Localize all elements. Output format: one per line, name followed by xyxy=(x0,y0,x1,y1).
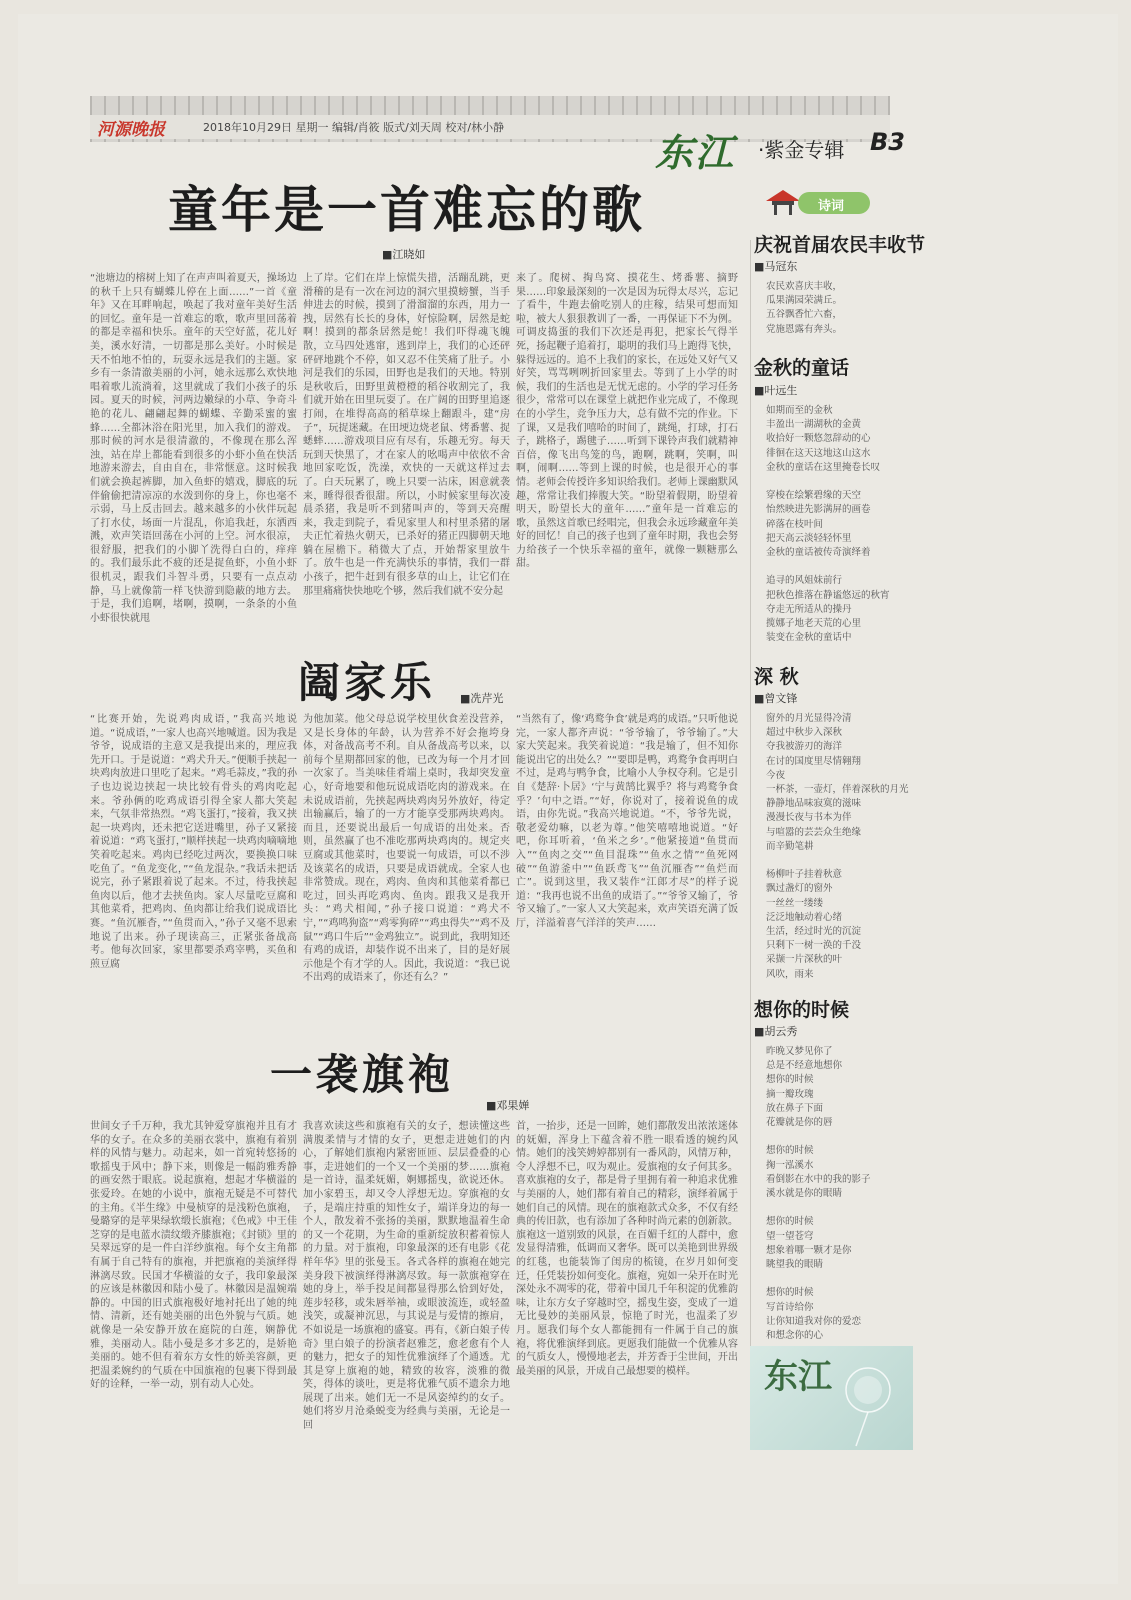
article-column: 来了。爬树、掏鸟窝、摸花生、烤番薯、摘野果……印象最深刻的一次是因为玩得太尽兴，忘记了看牛，牛跑去偷吃别人的庄稼，结果可想而知啦，被大人狠狠教训了一番，一再保证下不为例。可调皮捣蛋的我们下次还是再犯，把家长气得半死，扬起鞭子追着打，聪明的我们马上跑得飞快，躲得远远的。追不上我们的家长，在远处又好气又好笑，骂骂咧咧折回家里去。等到了上小学的时候，我们的生活也是无忧无虑的。小学的学习任务很少，常常可以在课堂上就把作业完成了，不像现在的小学生，竞争压力大，总有做不完的作业。下了课，又是我们嘻哈的时间了，跳绳，打球，打石子，跳格子，踢毽子……听到下课铃声我们就精神百倍，像飞出鸟笼的鸟，跑啊，跳啊，笑啊，叫啊，闹啊……等到上课的时候，也是很开心的事情。老师会传授许多知识给我们。老师上课幽默风趣，常常让我们捧腹大笑。“盼望着假期，盼望着明天，盼望长大的童年……”童年是一首难忘的歌，虽然这首歌已经唱完，但我会永远珍藏童年美好的回忆！自己的孩子也到了童年时期，我也会努力给孩子一个快乐幸福的童年，就像一颗糖那么甜。 xyxy=(516,273,738,570)
section-name: 东江 xyxy=(655,131,736,175)
article-column: “池塘边的榕树上知了在声声叫着夏天，操场边的秋千上只有蝴蝶儿停在上面……”一首《童年》又在耳畔响起，唤起了我对童年美好生活的回忆。童年是一首难忘的歌，歌声里回荡着的都是幸福和快乐。童年的天空好蓝，花儿好美，溪水好清，一切都是那么美好。小时候是天不怕地不怕的，玩耍永远是我们的主题。家乡有一条清澈美丽的小河，她永远那么欢快地唱着歌儿流淌着，这里就成了我们小孩子的乐园。夏天的时候，河两边嫩绿的小草、争奇斗艳的花儿、翩翩起舞的蝴蝶、辛勤采蜜的蜜蜂……全都沐浴在阳光里，加入我们的游戏。那时候的河水是很清澈的，不像现在那么浑浊，站在岸上都能看到很多的小虾小鱼在快活地游来游去，自由自在，非常惬意。这时候我们就会换起裤脚，加入鱼虾的嬉戏，脚底的玩伴偷偷把清凉凉的水泼到你的身上，你也毫不示弱，马上反击回去。越来越多的小伙伴玩起了打水仗，场面一片混乱，你追我赶，东洒西溅，欢声笑语回荡在小河的上空。河水很凉，很舒服，把我们的小脚丫洗得白白的，痒痒的。我们最乐此不疲的还是捉鱼虾，小鱼小虾很机灵，跟我们斗智斗勇，只要有一点点动静，马上就像箭一样飞快游到隐蔽的地方去。于是，我们追啊，堵啊，摸啊，一条条的小鱼小虾很快就甩 xyxy=(90,273,297,624)
article-column: “比赛开始，先说鸡肉成语，”我高兴地说道。“说成语，”一家人也高兴地喊道。因为我是爷爷，说成语的主意又是我提出来的，理应我先开口。于是说道：“鸡犬升天。”便顺手挟起一块鸡肉放进口里吃了起来。“鸡毛蒜皮，”我的孙子也边说边挟起一块比较有骨头的鸡肉吃起来。爷孙俩的吃鸡成语引得全家人都大笑起来，气氛非常热烈。“鸡飞蛋打，”接着，我又挟起一块鸡肉，还未把它送进嘴里，孙子又紧接着说道：“鸡飞蛋打，”顺样挟起一块鸡肉嘀嘀地笑着吃起来。鸡肉已经吃过两次，要换换口味吃鱼了。“鱼龙变化，”“鱼龙混杂。”我话未把话说完，孙子紧跟着说了起来。不过，待我挟起鱼肉以后，他才去挟鱼肉。家人尽量吃豆腐和其他菜肴，把鸡肉、鱼肉都让给我们说成语比赛。“鱼沉雁杳，”“鱼贯而入，”孙子又毫不思索地说了出来。孙子现读高三，正紧张备战高考。他每次回家，家里都要杀鸡宰鸭，买鱼和煎豆腐 xyxy=(90,714,297,970)
poem-author: ■马冠东 xyxy=(754,260,798,273)
poem-body: 窗外的月光显得冷清 超过中秋步入深秋 夺我被游刃的海洋 在讨的国度里尽情翱翔 今夜 一杯茶，一壶灯，伴着深秋的月光 静静地品味寂寞的滋味 漫漫长夜与书本为伴 与喧嚣的芸芸众生绝缘 而辛勤笔耕 杨柳叶子挂着秋意 飘过盏灯的窗外 一丝丝一缕缕 泛泛地触动着心绪 生活，经过时光的沉淀 只剩下一树一涣的千没 采撷一片深秋的叶 风吹，雨来 xyxy=(766,713,909,980)
article-column: “当然有了，像‘鸡鹜争食’就是鸡的成语。”只听他说完，一家人都齐声说：“爷爷输了，爷爷输了。”大家大笑起来。我笑着说道：“我是输了，但不知你能说出它的出处么？”“要即是鸭，鸡鹜争食再明白不过，是鸡与鸭争食，比喻小人争权夺利。它是引自《楚辞·卜居》‘宁与黄鹄比翼乎？将与鸡鹜争食乎？’句中之语。”“好，你说对了，接着说鱼的成语，由你先说。”我高兴地说道。“不，爷爷先说，敬老爱幼嘛，以老为尊。”他笑嘻嘻地说道。“好吧，你耳听着，‘鱼米之乡’。”他紧接道“鱼贯而入”“鱼肉之交”“鱼目混珠”“鱼水之情”“鱼死网破”“鱼游釜中”“鱼跃鸢飞”“鱼沉雁杳”“鱼烂而亡”。说到这里，我又装作“江郎才尽”的样子说道：“我再也说不出鱼的成语了。”“爷爷又输了，爷爷又输了。”一家人又大笑起来，欢声笑语充满了饭厅，洋溢着喜气洋洋的笑声…… xyxy=(516,714,738,929)
dandelion-icon xyxy=(750,1346,913,1450)
article-column: 上了岸。它们在岸上惊慌失措，活蹦乱跳，更滑稽的是有一次在河边的洞穴里摸螃蟹，当手伸进去的时候，摸到了滑溜溜的东西，用力一拽，居然有长长的身体，好惊险啊，居然是蛇啊！摸到的都条居然是蛇！我们吓得魂飞魄散，立马四处逃窜，逃到岸上，我们的心还砰砰砰地跳个不停，如又忍不住笑痛了肚子。小河是我们的乐园，田野也是我们的天地。特别是秋收后，田野里黄橙橙的稻谷收割完了，我们就开始在田里玩耍了。在广阔的田野里追逐打闹，在堆得高高的稻草垛上翻跟斗，建“房子”，玩捉迷藏。在田埂边烧老鼠、烤番薯、捉蟋蟀……游戏项目应有尽有，乐趣无穷。每天玩到天快黑了，才在家人的吆喝声中依依不舍地回家吃饭，洗澡，欢快的一天就这样过去了。白天玩累了，晚上只要一沾床，困意就袭来，睡得很香很甜。所以，小时候家里每次凌晨杀猪，我是听不到猪叫声的，等到天亮醒来，我走到院子，看见家里人和村里杀猪的屠夫正忙着热火朝天，已杀好的猪正四脚朝天地躺在屋檐下。稍微大了点，开始帮家里放牛了。放牛也是一件充满快乐的事情，我们一群小孩子，把牛赶到有很多草的山上，让它们在那里痛痛快快地吃个够，然后我们就不安分起 xyxy=(303,273,510,597)
poem-title: 金秋的童话 xyxy=(754,357,850,379)
article-title-qipao: 一袭旗袍 xyxy=(270,1050,455,1099)
poem-body: 如期而至的金秋 丰盈出一湖湖秋的金黄 收拾好一颗悠忽辞动的心 徘徊在这天这地这山这水 金秋的童话在这里掩卷长叹 穿梭在绘繁碧缘的天空 怡然映进先影满屏的画卷 碎落在枝叶间 把天高云淡轻轻怀里 金秋的童话被传奇演绎着 追寻的风姐妹前行 把秋色推落在静谧悠远的秋宵 夺走无所适从的操丹 揽娜子地老天荒的心里 装变在金秋的童话中 xyxy=(766,405,890,644)
page-number: B3 xyxy=(870,128,905,156)
dateline: 2018年10月29日 星期一 编辑/肖筱 版式/刘天周 校对/林小静 xyxy=(203,121,505,134)
poem-title: 庆祝首届农民丰收节 xyxy=(754,234,926,256)
poem-title: 深 秋 xyxy=(754,666,799,688)
article-column: 为他加菜。他父母总说学校里伙食差没营养，又是长身体的年龄，认为营养不好会拖垮身体，对备战高考不利。自从备战高考以来，以前每个星期都回家的他，已改为每一个月才回一次家了。当美味佳肴端上桌时，我却突发童心，好奇地要和他玩说成语吃肉的游戏来。在未说成语前，先挟起两块鸡肉另外放好，待定出输赢后，输了的一方才能享受那两块鸡肉。而且，还要说出最后一句成语的出处来。否则，虽然赢了也不准吃那两块鸡肉的。规定夹豆腐或其他菜时，也要说一句成语，可以不涉及该菜名的成语，只要是成语就成。全家人也非常赞成。现在，鸡肉、鱼肉和其他菜肴都已吃过，回头再吃鸡肉、鱼肉。跟我又是我开头：“鸡犬相闻，”孙子接口说道：“鸡犬不宁，”“鸡鸣狗盗”“鸡零狗碎”“鸡虫得失”“鸡不及鼠”“鸡口牛后”“金鸡独立”。说到此，我明知还有鸡的成语，却装作说不出来了，目的是好展示他是个有才学的人。因此，我说道：“我已说不出鸡的成语来了，你还有么？” xyxy=(303,714,510,984)
article-column: 世间女子千万种，我尤其钟爱穿旗袍并且有才华的女子。在众多的美丽衣裳中，旗袍有着别样的风情与魅力。动起来，如一首宛转悠扬的歌摇曳于风中；静下来，则像是一幅韵雅秀静的画安然于眼底。说起旗袍，想起才华横溢的张爱玲。在她的小说中，旗袍无疑是不可替代的主角。《半生缘》中曼桢穿的是浅粉色旗袍，曼璐穿的是苹果绿软缎长旗袍；《色戒》中王佳芝穿的是电蓝水渍纹缎齐膝旗袍；《封锁》里的吴翠远穿的是一件白洋纱旗袍。每个女主角都有属于自己特有的旗袍，并把旗袍的美演绎得淋漓尽致。民国才华横溢的女子，我印象最深的应该是林徽因和陆小曼了。林徽因是温婉端静的。中国的旧式旗袍极好地衬托出了她的纯情、清新，还有她美丽的出色外貌与气质。她就像是一朵安静开放在庭院的白莲，娴静优雅，美丽动人。陆小曼是多才多艺的，是娇艳美丽的。她不但有着东方女性的娇美容颜，更把温柔婉约的气质在中国旗袍的包裹下得到最好的诠释，一举一动，别有动人心处。 xyxy=(90,1121,297,1391)
poems-section-badge xyxy=(760,185,890,221)
art-calligraphy: 东江 xyxy=(764,1357,832,1397)
poem-body: 农民欢喜庆丰收， 瓜果满园荣满丘。 五谷飘香忙六畜， 党施恩露有奔头。 xyxy=(766,281,843,335)
poem-author: ■胡云秀 xyxy=(754,1025,798,1038)
article-column: 我喜欢读这些和旗袍有关的女子，想读懂这些满腹柔情与才情的女子，更想走进她们的内心，了解她们旗袍内紧密匝匝、层层叠叠的心事，走进她们的一个又一个美丽的梦……旗袍是一首诗，温柔妩媚，婀娜摇曳，欲说还休。加小家碧玉，却又令人浮想无边。穿旗袍的女子，是端庄持重的知性女子，端详身边的每一个人，散发着不张扬的美丽，默默地温着生命的又一个花期，为生命的重新绽放积蓄着惊人的力量。对于旗袍，印象最深的还有电影《花样年华》里的张曼玉。各式各样的旗袍在她完美身段下被演绎得淋漓尽致。每一款旗袍穿在她的身上，举手投足间都显得那么恰到好处，莲步轻移，或朱唇举袖，或眼波流连，或轻盈浅笑，或凝神沉思，与其说是与爱情的擦肩，不如说是一场旗袍的盛宴。再有，《新白娘子传奇》里白娘子的扮演者赵雅芝，愈老愈有个人的魅力，把女子的知性优雅演绎了个通透。尤其是穿上旗袍的她，精致的妆容，淡雅的微笑，得体的谈吐，更是将优雅气质不遗余力地展现了出来。她们无一不是风姿绰约的女子。她们将岁月沧桑蜕变为经典与美丽，无论是一回 xyxy=(303,1121,510,1432)
article-column: 首，一抬步，还是一回眸，她们都散发出浓浓迷体的妩媚，浑身上下蕴含着不胜一眼看透的婉约风情。她们的浅笑娉婷都别有一番风韵，风情万种，令人浮想不已，叹为观止。爱旗袍的女子何其多。喜欢旗袍的女子，都是骨子里拥有着一种追求优雅与美丽的人，她们都有着自己的精彩，演绎着属于她们自己的风情。现在的旗袍款式众多，不仅有经典的传旧款，也有添加了各种时尚元素的创新款。旗袍这一道别致的风景，在百媚千红的人群中，愈发显得清雅，低调而又奢华。既可以美艳到世界级的红毯，也能装饰了闺房的梳镜，在岁月如何变迁，任凭装扮如何变化。旗袍，宛如一朵开在时光深处永不凋零的花，带着中国几千年积淀的优雅韵味，让东方女子穿越时空，摇曳生姿，变成了一道无比曼妙的美丽风景，惊艳了时光，也温柔了岁月。愿我们每个女人都能拥有一件属于自己的旗袍，将优雅演绎到底。更愿我们能做一个优雅从容的气质女人，慢慢地老去，并芳香于尘世间，开出最美丽的风景，开成自己最想要的模样。 xyxy=(516,1121,738,1377)
dandelion-artwork xyxy=(750,1346,913,1450)
section-subtitle: ·紫金专辑 xyxy=(758,138,845,162)
article-author: ■邓果婵 xyxy=(486,1099,530,1112)
article-title-family: 阖家乐 xyxy=(298,658,437,707)
article-author: ■冼芹光 xyxy=(460,692,504,705)
poem-author: ■叶远生 xyxy=(754,384,798,397)
pavilion-icon xyxy=(764,187,802,217)
poem-title: 想你的时候 xyxy=(754,999,850,1021)
poems-label: 诗词 xyxy=(818,199,845,214)
newspaper-logo: 河源晚报 xyxy=(97,120,165,140)
poem-body: 昨晚又梦见你了 总是不经意地想你 想你的时候 摘一瓣玫瑰 放在鼻子下面 花瓣就是你的唇 想你的时候 掬一泓溪水 看倒影在水中的我的影子 溪水就是你的眼睛 想你的时候 望一望苍穹 想象着哪一颗才是你 眺望我的眼睛 想你的时候 写首诗给你 让你知道我对你的爱恋 和想念你的心 xyxy=(766,1046,871,1342)
poem-author: ■曾文锋 xyxy=(754,692,798,705)
article-title-childhood: 童年是一首难忘的歌 xyxy=(168,181,645,239)
article-author: ■江晓如 xyxy=(382,248,426,261)
column-divider xyxy=(750,240,751,1440)
